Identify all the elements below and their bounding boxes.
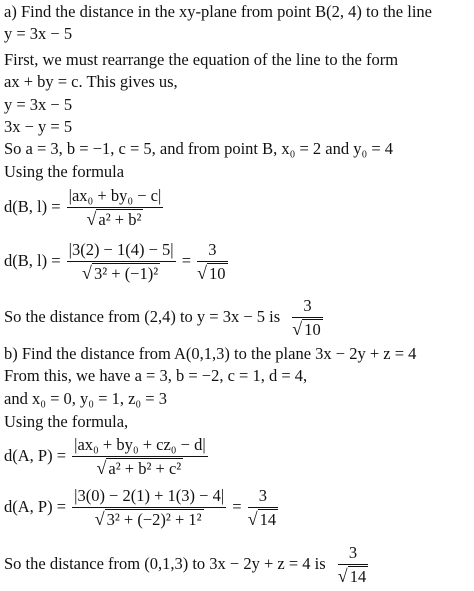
part-a-using-formula: Using the formula xyxy=(4,162,125,181)
part-a-equation-2: 3x − y = 5 xyxy=(4,117,73,136)
result-denominator: 14 xyxy=(259,509,277,529)
part-b-conclusion xyxy=(4,545,370,585)
subst-fraction xyxy=(67,242,176,282)
sqrt-icon: √ xyxy=(96,457,107,478)
result-numerator: 3 xyxy=(197,242,227,262)
sqrt-icon: √ xyxy=(94,508,105,529)
sqrt-icon: √ xyxy=(86,208,97,229)
subst-equals: = xyxy=(232,496,242,516)
conclusion-numerator: 3 xyxy=(292,298,322,318)
part-b-using-formula: Using the formula, xyxy=(4,412,129,431)
part-a-equation-1: y = 3x − 5 xyxy=(4,95,73,114)
part-a-standard-form: ax + by = c. This gives us, xyxy=(4,72,178,91)
sqrt-icon: √ xyxy=(197,262,208,283)
formula-fraction xyxy=(72,437,208,477)
formula-numerator: |ax₀ + by₀ + cz₀ − d| xyxy=(72,437,208,457)
sqrt-icon: √ xyxy=(337,565,348,586)
sqrt-icon: √ xyxy=(82,262,92,283)
part-b-question: b) Find the distance from A(0,1,3) to the plane 3x − 2y + z = 4 xyxy=(4,344,417,363)
subst-lhs: d(A, P) = xyxy=(4,496,67,516)
part-a-coefficients: So a = 3, b = −1, c = 5, and from point B, x₀ = 2 and y₀ = 4 xyxy=(4,139,394,158)
subst-denominator: 3² + (−2)² + 1² xyxy=(106,509,202,529)
part-a-line-equation: y = 3x − 5 xyxy=(4,24,73,43)
part-b-point-values: and x₀ = 0, y₀ = 1, z₀ = 3 xyxy=(4,389,167,408)
conclusion-numerator: 3 xyxy=(338,545,368,565)
result-fraction xyxy=(248,488,278,528)
conclusion-fraction xyxy=(292,298,322,338)
part-a-rearrange-text: First, we must rearrange the equation of the line to the form xyxy=(4,50,399,69)
subst-numerator: |3(0) − 2(1) + 1(3) − 4| xyxy=(72,488,226,508)
subst-equals: = xyxy=(181,250,192,270)
subst-denominator: 3² + (−1)² xyxy=(93,263,159,283)
sqrt-icon: √ xyxy=(247,508,258,529)
part-a-conclusion xyxy=(4,298,325,338)
result-denominator: 10 xyxy=(209,263,226,283)
subst-lhs: d(B, l) = xyxy=(4,250,61,270)
subst-numerator: |3(2) − 1(4) − 5| xyxy=(67,242,176,262)
conclusion-denominator: 10 xyxy=(304,319,321,339)
formula-fraction xyxy=(67,188,164,228)
part-b-formula xyxy=(4,437,210,477)
formula-numerator: |ax₀ + by₀ − c| xyxy=(67,188,164,208)
part-a-formula xyxy=(4,188,165,228)
part-b-substitution xyxy=(4,488,280,528)
conclusion-denominator: 14 xyxy=(349,566,367,586)
result-fraction xyxy=(197,242,227,282)
result-numerator: 3 xyxy=(248,488,278,508)
part-a-substitution xyxy=(4,242,230,282)
formula-lhs: d(B, l) = xyxy=(4,196,61,216)
part-b-coefficients: From this, we have a = 3, b = −2, c = 1, d = 4, xyxy=(4,366,308,385)
conclusion-text: So the distance from (0,1,3) to 3x − 2y + z = 4 is xyxy=(4,553,326,573)
conclusion-fraction xyxy=(338,545,368,585)
part-a-question: a) Find the distance in the xy-plane from point B(2, 4) to the line xyxy=(4,2,432,21)
conclusion-text: So the distance from (2,4) to y = 3x − 5 is xyxy=(4,306,281,326)
sqrt-icon: √ xyxy=(292,318,303,339)
formula-denominator: a² + b² + c² xyxy=(108,458,182,478)
formula-lhs: d(A, P) = xyxy=(4,445,67,465)
formula-denominator: a² + b² xyxy=(98,209,142,229)
subst-fraction xyxy=(72,488,226,528)
